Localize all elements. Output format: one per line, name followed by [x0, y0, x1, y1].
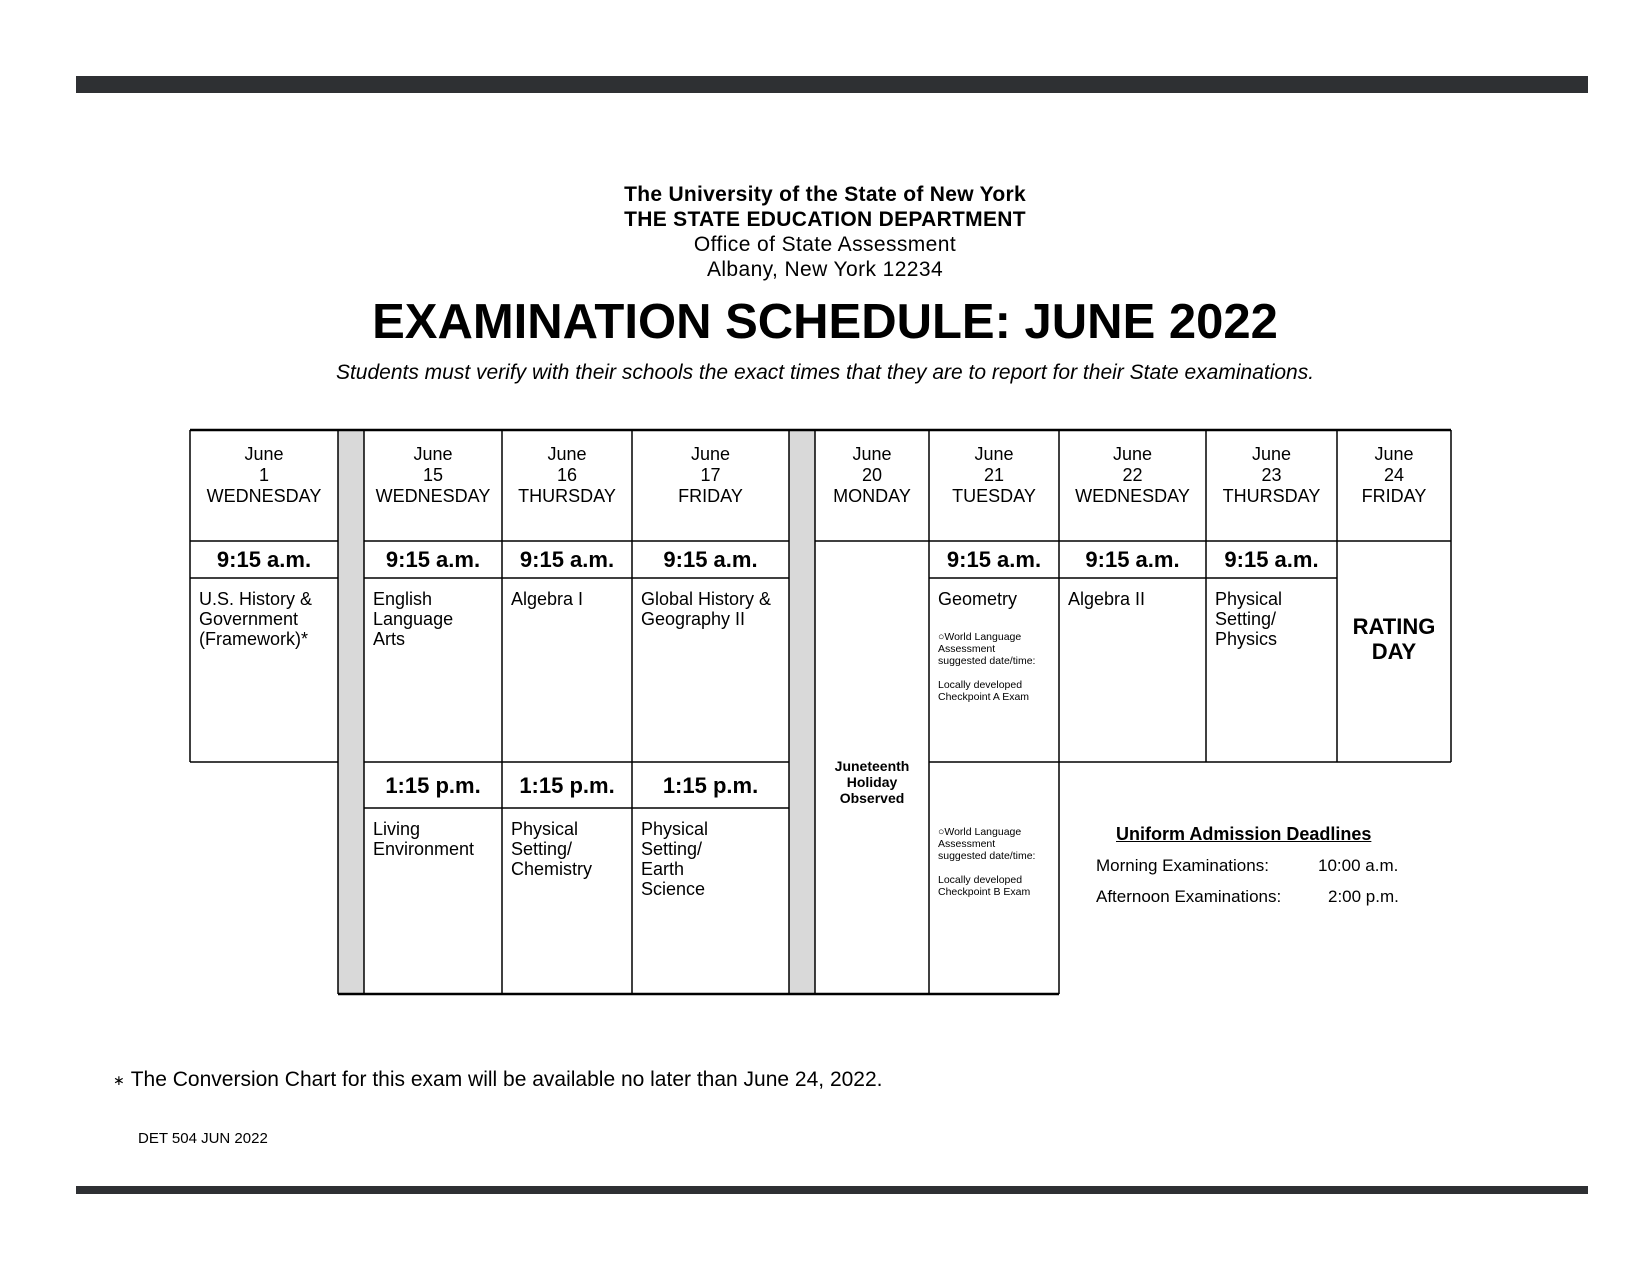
department-name: THE STATE EDUCATION DEPARTMENT	[624, 208, 1026, 231]
day-weekday: WEDNESDAY	[206, 486, 322, 506]
grid-strokes	[190, 430, 1451, 994]
day-weekday: THURSDAY	[1222, 486, 1321, 506]
world-language-note-b: ○World Language Assessment suggested date/time:	[938, 826, 1036, 862]
day-header-june-1	[190, 430, 338, 507]
day-weekday: THURSDAY	[518, 486, 616, 506]
checkpoint-a-exam: Locally developed Checkpoint A Exam	[938, 679, 1030, 703]
exam-earth-science: Physical Setting/ Earth Science	[641, 819, 709, 899]
day-month: June	[690, 444, 731, 464]
day-weekday: WEDNESDAY	[375, 486, 491, 506]
admission-heading: Uniform Admission Deadlines	[1116, 824, 1372, 844]
day-weekday: FRIDAY	[678, 486, 743, 506]
bottom-rule	[76, 1186, 1588, 1194]
day-month: June	[1112, 444, 1153, 464]
university-name: The University of the State of New York	[624, 183, 1026, 206]
exam-global-history: Global History & Geography II	[641, 589, 772, 629]
afternoon-time-june-15: 1:15 p.m.	[385, 773, 481, 798]
day-month: June	[413, 444, 453, 464]
morning-deadline-time: 10:00 a.m.	[1318, 856, 1399, 875]
day-header-june-16	[502, 430, 632, 507]
day-month: June	[1374, 444, 1414, 464]
afternoon-deadline-time: 2:00 p.m.	[1328, 887, 1399, 906]
form-code: DET 504 JUN 2022	[138, 1130, 268, 1147]
exam-english-language-arts: English Language Arts	[373, 589, 454, 649]
day-header-june-23	[1206, 430, 1337, 507]
morning-time-june-22: 9:15 a.m.	[1085, 547, 1180, 572]
day-header-june-15	[364, 430, 502, 507]
separator-column-1	[338, 430, 364, 995]
separator-column-2	[789, 430, 815, 995]
exam-living-environment: Living Environment	[373, 819, 475, 859]
morning-time-june-1: 9:15 a.m.	[216, 547, 312, 572]
day-header-june-21	[929, 430, 1059, 507]
office-name: Office of State Assessment	[693, 233, 957, 256]
day-month: June	[852, 444, 892, 464]
afternoon-time-june-17: 1:15 p.m.	[662, 773, 759, 798]
morning-deadline-label: Morning Examinations:	[1096, 856, 1269, 875]
exam-chemistry: Physical Setting/ Chemistry	[511, 819, 593, 879]
day-number: 16	[556, 465, 578, 485]
exam-us-history: U.S. History & Government (Framework)*	[199, 589, 313, 649]
day-weekday: MONDAY	[833, 486, 911, 506]
morning-time-june-23: 9:15 a.m.	[1224, 547, 1319, 572]
day-number: 15	[422, 465, 444, 485]
day-number: 17	[700, 465, 721, 485]
exam-algebra-1: Algebra I	[511, 589, 584, 609]
top-rule	[76, 76, 1588, 93]
day-header-june-20	[815, 430, 929, 507]
page-subtitle: Students must verify with their schools the exact times that they are to report for their State examinations.	[335, 361, 1315, 384]
day-number: 24	[1383, 465, 1405, 485]
day-number: 22	[1122, 465, 1143, 485]
afternoon-time-june-16: 1:15 p.m.	[519, 773, 615, 798]
afternoon-deadline-label: Afternoon Examinations:	[1096, 887, 1282, 906]
day-header-june-17	[632, 430, 789, 507]
june-21-morning-cell	[929, 578, 1059, 703]
day-weekday: WEDNESDAY	[1075, 486, 1190, 506]
office-address: Albany, New York 12234	[706, 258, 944, 281]
checkpoint-b-exam: Locally developed Checkpoint B Exam	[938, 874, 1031, 898]
footnote-mark: ∗	[113, 1071, 125, 1088]
day-month: June	[244, 444, 284, 464]
day-header-june-22	[1059, 430, 1206, 507]
day-month: June	[974, 444, 1014, 464]
world-language-note-a: ○World Language Assessment suggested date/time:	[938, 631, 1036, 667]
day-weekday: TUESDAY	[952, 486, 1036, 506]
juneteenth-holiday-label: Juneteenth Holiday Observed	[834, 758, 910, 806]
conversion-chart-footnote	[113, 1068, 883, 1092]
day-month: June	[1251, 444, 1292, 464]
day-number: 20	[861, 465, 883, 485]
morning-time-june-21: 9:15 a.m.	[946, 547, 1042, 572]
exam-physics: Physical Setting/ Physics	[1215, 589, 1283, 649]
june-21-afternoon-cell	[929, 826, 1059, 898]
exam-algebra-2: Algebra II	[1068, 589, 1146, 609]
morning-time-june-16: 9:15 a.m.	[519, 547, 615, 572]
rating-day-label: RATING DAY	[1352, 614, 1436, 664]
page-title: EXAMINATION SCHEDULE: JUNE 2022	[372, 295, 1278, 349]
footnote-text: The Conversion Chart for this exam will be available no later than June 24, 2022.	[130, 1068, 883, 1091]
exam-geometry: Geometry	[938, 589, 1018, 609]
day-header-june-24	[1337, 430, 1451, 507]
morning-time-june-17: 9:15 a.m.	[663, 547, 758, 572]
day-month: June	[547, 444, 587, 464]
document-header	[0, 182, 1650, 282]
day-weekday: FRIDAY	[1361, 486, 1427, 506]
morning-time-june-15: 9:15 a.m.	[385, 547, 481, 572]
day-number: 23	[1261, 465, 1282, 485]
day-number: 21	[983, 465, 1005, 485]
day-number: 1	[258, 465, 269, 485]
